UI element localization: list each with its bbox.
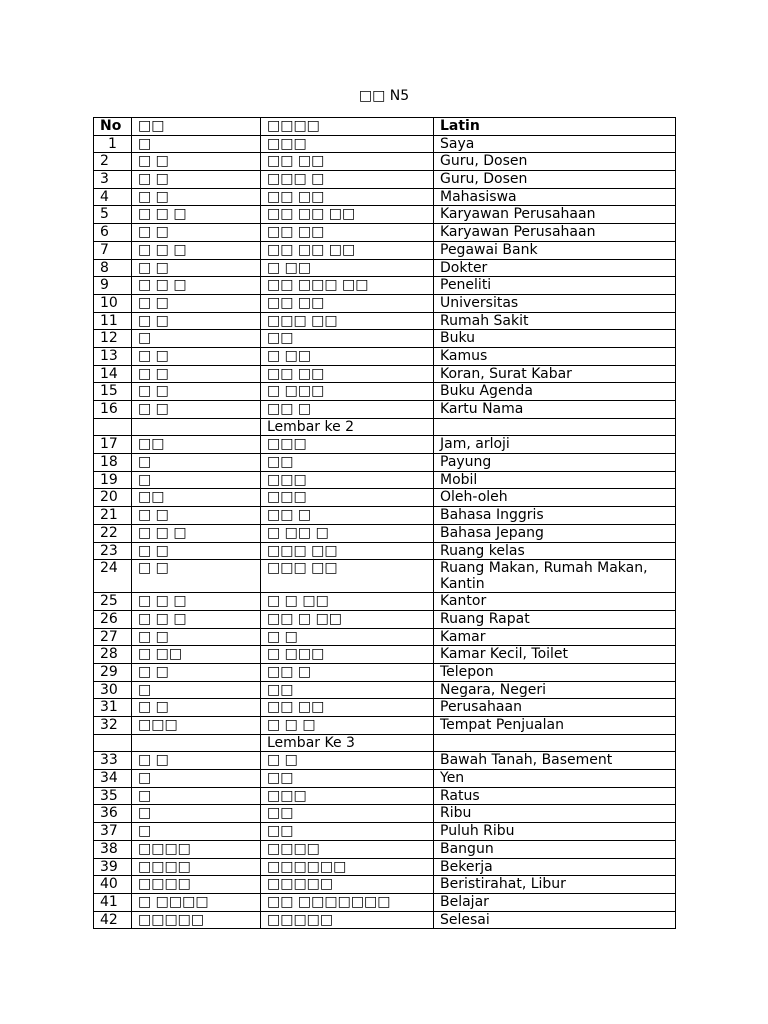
cell-kana: □□□	[261, 135, 434, 153]
cell-latin: Ruang Makan, Rumah Makan, Kantin	[434, 560, 676, 593]
cell-no: 31	[94, 699, 132, 717]
cell-kana: □ □□	[261, 259, 434, 277]
cell-kanji: □ □ □	[132, 593, 261, 611]
cell-kanji: □ □	[132, 224, 261, 242]
table-row	[94, 787, 676, 805]
table-row	[94, 171, 676, 189]
cell-no: 21	[94, 507, 132, 525]
cell-latin: Jam, arloji	[434, 436, 676, 454]
cell-latin: Guru, Dosen	[434, 171, 676, 189]
cell-kana: □□ □	[261, 401, 434, 419]
table-row	[94, 507, 676, 525]
cell-kana: □□□□□	[261, 876, 434, 894]
cell-latin: Karyawan Perusahaan	[434, 224, 676, 242]
cell-no: 34	[94, 770, 132, 788]
header-kanji: □□	[132, 118, 261, 136]
table-row	[94, 699, 676, 717]
cell-no: 22	[94, 524, 132, 542]
cell-kanji: □ □	[132, 171, 261, 189]
cell-no: 8	[94, 259, 132, 277]
cell-no: 13	[94, 347, 132, 365]
cell-kana: Lembar Ke 3	[261, 734, 434, 752]
header-no: No	[94, 118, 132, 136]
table-row	[94, 752, 676, 770]
cell-kanji: □□□□	[132, 858, 261, 876]
cell-kana: □□ □	[261, 507, 434, 525]
cell-kanji: □ □ □	[132, 206, 261, 224]
cell-kanji: □ □	[132, 752, 261, 770]
cell-kana: □□□□	[261, 840, 434, 858]
cell-latin: Puluh Ribu	[434, 823, 676, 841]
cell-kanji: □	[132, 471, 261, 489]
cell-no: 17	[94, 436, 132, 454]
cell-no: 32	[94, 717, 132, 735]
cell-no: 27	[94, 628, 132, 646]
cell-latin: Kartu Nama	[434, 401, 676, 419]
cell-kana: □□□□□	[261, 911, 434, 929]
cell-kana: □□ □ □□	[261, 610, 434, 628]
cell-no: 24	[94, 560, 132, 593]
cell-kanji: □ □ □	[132, 241, 261, 259]
cell-no: 3	[94, 171, 132, 189]
cell-no: 26	[94, 610, 132, 628]
table-row	[94, 840, 676, 858]
cell-kanji: □□	[132, 489, 261, 507]
cell-kana: □□□	[261, 436, 434, 454]
cell-latin: Kantor	[434, 593, 676, 611]
cell-no: 35	[94, 787, 132, 805]
cell-no: 37	[94, 823, 132, 841]
cell-kana: □□ □□□□□□□	[261, 893, 434, 911]
cell-latin: Saya	[434, 135, 676, 153]
cell-kanji: □ □ □	[132, 610, 261, 628]
cell-no: 15	[94, 383, 132, 401]
cell-latin: Ribu	[434, 805, 676, 823]
cell-kanji: □ □□	[132, 646, 261, 664]
table-header-row	[94, 118, 676, 136]
table-row	[94, 542, 676, 560]
cell-no: 30	[94, 681, 132, 699]
table-row	[94, 717, 676, 735]
cell-kana: □□	[261, 823, 434, 841]
cell-no: 12	[94, 330, 132, 348]
cell-kana: □□ □□	[261, 188, 434, 206]
cell-no: 16	[94, 401, 132, 419]
cell-latin: Bahasa Inggris	[434, 507, 676, 525]
vocabulary-table	[93, 117, 676, 929]
table-row	[94, 489, 676, 507]
cell-no: 11	[94, 312, 132, 330]
cell-kana: □ □□□	[261, 646, 434, 664]
table-row	[94, 893, 676, 911]
cell-kana: □ □	[261, 628, 434, 646]
cell-kanji: □ □	[132, 153, 261, 171]
table-row	[94, 876, 676, 894]
cell-no: 33	[94, 752, 132, 770]
cell-kana: □□ □□	[261, 699, 434, 717]
table-row	[94, 646, 676, 664]
table-row	[94, 365, 676, 383]
table-body	[94, 135, 676, 929]
cell-no: 39	[94, 858, 132, 876]
table-row	[94, 681, 676, 699]
table-row	[94, 330, 676, 348]
cell-latin: Bangun	[434, 840, 676, 858]
cell-latin	[434, 418, 676, 436]
page-title: □□ N5	[358, 88, 410, 104]
cell-kanji: □□	[132, 436, 261, 454]
cell-latin: Kamar Kecil, Toilet	[434, 646, 676, 664]
cell-no: 18	[94, 454, 132, 472]
table-row	[94, 259, 676, 277]
table-row	[94, 911, 676, 929]
cell-latin: Tempat Penjualan	[434, 717, 676, 735]
table-row	[94, 401, 676, 419]
cell-kanji: □ □	[132, 628, 261, 646]
cell-kanji	[132, 418, 261, 436]
table-row	[94, 224, 676, 242]
cell-no: 29	[94, 663, 132, 681]
cell-kana: □□ □□	[261, 365, 434, 383]
table-row	[94, 471, 676, 489]
table-row	[94, 823, 676, 841]
cell-kanji: □ □	[132, 383, 261, 401]
cell-kana: □□ □□	[261, 224, 434, 242]
cell-latin: Peneliti	[434, 277, 676, 295]
cell-latin: Telepon	[434, 663, 676, 681]
cell-latin: Oleh-oleh	[434, 489, 676, 507]
cell-latin: Belajar	[434, 893, 676, 911]
cell-kanji: □ □	[132, 542, 261, 560]
cell-kanji: □ □	[132, 294, 261, 312]
cell-latin: Payung	[434, 454, 676, 472]
table-row	[94, 383, 676, 401]
header-latin: Latin	[434, 118, 676, 136]
cell-no: 7	[94, 241, 132, 259]
cell-kana: □□□	[261, 471, 434, 489]
cell-latin: Karyawan Perusahaan	[434, 206, 676, 224]
cell-kana: □□	[261, 454, 434, 472]
cell-no: 6	[94, 224, 132, 242]
table-row	[94, 628, 676, 646]
header-kana: □□□□	[261, 118, 434, 136]
cell-latin: Guru, Dosen	[434, 153, 676, 171]
table-row	[94, 418, 676, 436]
cell-latin: Universitas	[434, 294, 676, 312]
cell-latin: Beristirahat, Libur	[434, 876, 676, 894]
cell-kanji: □	[132, 135, 261, 153]
cell-kanji: □	[132, 823, 261, 841]
cell-no: 4	[94, 188, 132, 206]
cell-kanji: □□□	[132, 717, 261, 735]
cell-latin: Ruang Rapat	[434, 610, 676, 628]
cell-no: 19	[94, 471, 132, 489]
cell-kana: □ □□□	[261, 383, 434, 401]
cell-no: 36	[94, 805, 132, 823]
cell-latin: Bahasa Jepang	[434, 524, 676, 542]
cell-kanji: □□□□	[132, 840, 261, 858]
cell-kanji: □ □	[132, 663, 261, 681]
cell-latin: Pegawai Bank	[434, 241, 676, 259]
cell-kana: □□□ □□	[261, 560, 434, 593]
table-row	[94, 153, 676, 171]
cell-no: 41	[94, 893, 132, 911]
cell-latin: Ruang kelas	[434, 542, 676, 560]
cell-kanji: □ □	[132, 347, 261, 365]
cell-no	[94, 734, 132, 752]
cell-kanji: □ □	[132, 365, 261, 383]
cell-kanji: □	[132, 330, 261, 348]
cell-kana: □□ □□□ □□	[261, 277, 434, 295]
cell-kanji: □	[132, 770, 261, 788]
table-row	[94, 436, 676, 454]
table-row	[94, 593, 676, 611]
cell-kana: □□	[261, 330, 434, 348]
cell-latin: Yen	[434, 770, 676, 788]
cell-kanji: □ □	[132, 507, 261, 525]
cell-kana: □□□	[261, 489, 434, 507]
cell-latin: Rumah Sakit	[434, 312, 676, 330]
table-row	[94, 805, 676, 823]
cell-kana: □ □□	[261, 347, 434, 365]
table-row	[94, 770, 676, 788]
table-row	[94, 454, 676, 472]
cell-no: 40	[94, 876, 132, 894]
table-row	[94, 610, 676, 628]
cell-kanji: □ □□□□	[132, 893, 261, 911]
table-row	[94, 347, 676, 365]
cell-latin: Bawah Tanah, Basement	[434, 752, 676, 770]
cell-no: 9	[94, 277, 132, 295]
cell-kanji: □	[132, 805, 261, 823]
table-row	[94, 734, 676, 752]
cell-kana: Lembar ke 2	[261, 418, 434, 436]
cell-latin: Buku	[434, 330, 676, 348]
cell-no	[94, 418, 132, 436]
table-row	[94, 663, 676, 681]
table-row	[94, 241, 676, 259]
cell-latin: Koran, Surat Kabar	[434, 365, 676, 383]
cell-no: 5	[94, 206, 132, 224]
cell-kana: □□□ □□	[261, 542, 434, 560]
cell-latin	[434, 734, 676, 752]
cell-kana: □ □□ □	[261, 524, 434, 542]
cell-kana: □ □	[261, 752, 434, 770]
table-row	[94, 277, 676, 295]
cell-kanji: □ □	[132, 312, 261, 330]
cell-no: 10	[94, 294, 132, 312]
cell-latin: Kamar	[434, 628, 676, 646]
cell-latin: Buku Agenda	[434, 383, 676, 401]
cell-kanji: □	[132, 454, 261, 472]
cell-kanji: □ □	[132, 401, 261, 419]
cell-kanji: □	[132, 681, 261, 699]
cell-no: 42	[94, 911, 132, 929]
cell-kana: □□□ □	[261, 171, 434, 189]
cell-kana: □□ □□	[261, 153, 434, 171]
cell-kana: □□	[261, 805, 434, 823]
table-row	[94, 135, 676, 153]
cell-kanji: □ □	[132, 560, 261, 593]
cell-kanji	[132, 734, 261, 752]
cell-kanji: □ □	[132, 188, 261, 206]
cell-kana: □□ □□ □□	[261, 206, 434, 224]
cell-kana: □□□	[261, 787, 434, 805]
cell-kana: □□ □□	[261, 294, 434, 312]
cell-kanji: □	[132, 787, 261, 805]
cell-no: 14	[94, 365, 132, 383]
cell-kana: □□ □□ □□	[261, 241, 434, 259]
table-row	[94, 206, 676, 224]
table-row	[94, 858, 676, 876]
cell-kana: □□□ □□	[261, 312, 434, 330]
cell-kanji: □□□□	[132, 876, 261, 894]
cell-latin: Dokter	[434, 259, 676, 277]
table-row	[94, 188, 676, 206]
cell-kanji: □ □	[132, 699, 261, 717]
cell-kana: □□	[261, 681, 434, 699]
cell-no: 28	[94, 646, 132, 664]
cell-no: 1	[94, 135, 132, 153]
table-row	[94, 312, 676, 330]
cell-kana: □□□□□□	[261, 858, 434, 876]
cell-kanji: □□□□□	[132, 911, 261, 929]
cell-kanji: □ □	[132, 259, 261, 277]
table-row	[94, 560, 676, 593]
cell-latin: Perusahaan	[434, 699, 676, 717]
cell-latin: Mahasiswa	[434, 188, 676, 206]
cell-latin: Kamus	[434, 347, 676, 365]
cell-no: 38	[94, 840, 132, 858]
cell-latin: Ratus	[434, 787, 676, 805]
cell-kanji: □ □ □	[132, 277, 261, 295]
cell-kana: □□	[261, 770, 434, 788]
cell-latin: Selesai	[434, 911, 676, 929]
cell-kana: □□ □	[261, 663, 434, 681]
cell-kanji: □ □ □	[132, 524, 261, 542]
cell-no: 2	[94, 153, 132, 171]
cell-no: 25	[94, 593, 132, 611]
cell-no: 23	[94, 542, 132, 560]
table-row	[94, 524, 676, 542]
cell-latin: Mobil	[434, 471, 676, 489]
cell-no: 20	[94, 489, 132, 507]
cell-latin: Bekerja	[434, 858, 676, 876]
cell-kana: □ □ □□	[261, 593, 434, 611]
cell-kana: □ □ □	[261, 717, 434, 735]
table-row	[94, 294, 676, 312]
cell-latin: Negara, Negeri	[434, 681, 676, 699]
